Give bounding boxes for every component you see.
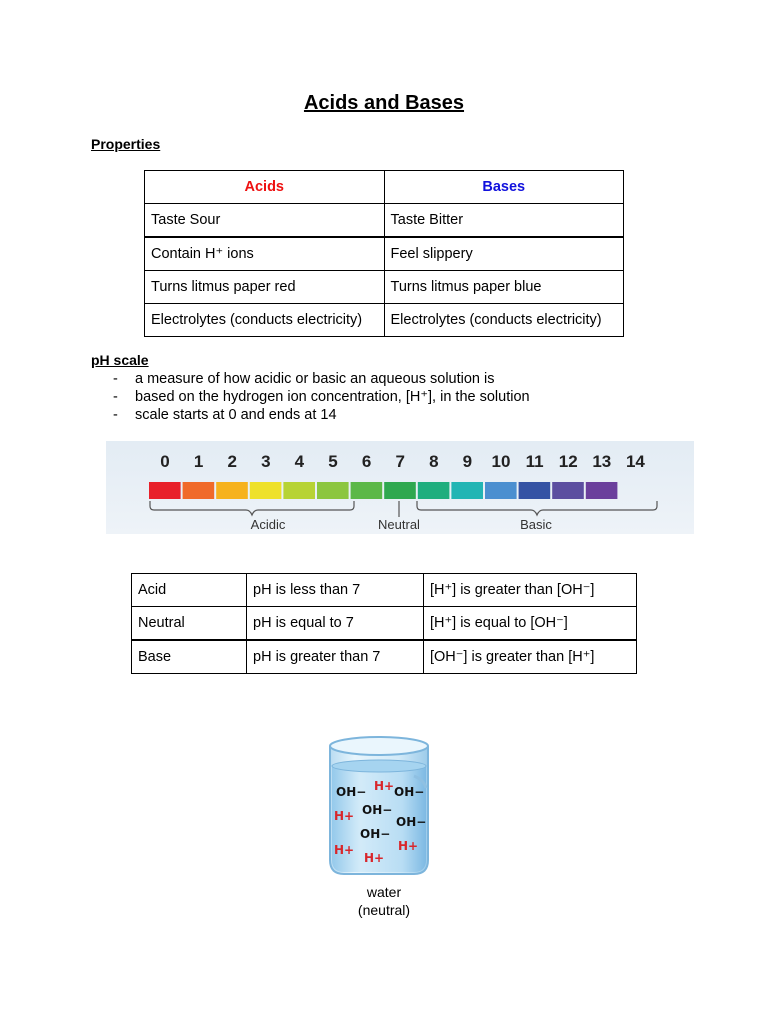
table-row [145, 271, 624, 304]
acidic-label: Acidic [250, 517, 286, 532]
beaker-graphic [322, 728, 446, 878]
ph-number-label: 7 [395, 452, 405, 471]
ph-number-label: 1 [193, 452, 204, 471]
ph-color-cell [586, 482, 618, 499]
ph-color-cell [183, 482, 215, 499]
beaker-illustration [322, 728, 446, 883]
ph-color-cell [519, 482, 551, 499]
table-row [145, 237, 624, 271]
ph-color-cell [485, 482, 517, 499]
acid-property: Electrolytes (conducts electricity) [145, 304, 385, 337]
table-row [132, 640, 637, 674]
ph-scale-bullets [113, 370, 530, 424]
list-item: - based on the hydrogen ion concentration, [H⁺], in the solution [113, 389, 530, 405]
bullet-text: based on the hydrogen ion concentration, [H⁺], in the solution [135, 389, 530, 405]
list-item: - a measure of how acidic or basic an aqueous solution is [113, 371, 495, 387]
acid-property: Contain H⁺ ions [145, 237, 385, 271]
base-property: Electrolytes (conducts electricity) [384, 304, 624, 337]
ph-number-label: 11 [525, 452, 544, 471]
ph-color-cell [149, 482, 181, 499]
solution-type: Acid [132, 574, 247, 607]
ph-color-cell [317, 482, 349, 499]
neutral-label: Neutral [378, 517, 420, 532]
ph-scale-heading: pH scale [91, 352, 149, 368]
ph-number-label: 13 [592, 452, 612, 471]
ph-color-cell [384, 482, 416, 499]
ph-color-cell [216, 482, 248, 499]
hydroxide-ion-label: OH− [362, 803, 393, 817]
properties-header-row [145, 171, 624, 204]
ph-number-label: 4 [294, 452, 305, 471]
ph-description: pH is equal to 7 [247, 607, 424, 641]
solution-type: Neutral [132, 607, 247, 641]
ion-comparison: [OH⁻] is greater than [H⁺] [424, 640, 637, 674]
acid-property: Taste Sour [145, 204, 385, 238]
acids-column-header: Acids [145, 171, 385, 204]
ph-number-label: 9 [462, 452, 473, 471]
ph-color-cell [418, 482, 450, 499]
list-item: - scale starts at 0 and ends at 14 [113, 407, 337, 423]
hydrogen-ion-label: H+ [398, 839, 419, 853]
table-row [132, 607, 637, 641]
acid-property: Turns litmus paper red [145, 271, 385, 304]
hydroxide-ion-label: OH− [336, 785, 367, 799]
water-surface [332, 760, 426, 772]
ph-number-label: 12 [558, 452, 578, 471]
ph-number-label: 10 [491, 452, 511, 471]
bullet-text: scale starts at 0 and ends at 14 [135, 407, 337, 423]
hydrogen-ion-label: H+ [334, 809, 355, 823]
beaker-rim [330, 737, 428, 755]
bullet-text: a measure of how acidic or basic an aqueous solution is [135, 371, 495, 387]
page-title: Acids and Bases [303, 92, 465, 114]
ph-color-cell [451, 482, 483, 499]
ph-number-label: 0 [160, 452, 170, 471]
ph-description: pH is less than 7 [247, 574, 424, 607]
ph-scale-graphic [106, 441, 694, 534]
base-property: Feel slippery [384, 237, 624, 271]
ph-number-label: 14 [625, 452, 645, 471]
ph-scale-image [106, 441, 694, 534]
ph-color-cell [351, 482, 383, 499]
hydroxide-ion-label: OH− [396, 815, 427, 829]
acidic-bracket [150, 501, 354, 515]
ph-number-label: 5 [328, 452, 338, 471]
hydrogen-ion-label: H+ [374, 779, 395, 793]
ph-color-cell [283, 482, 315, 499]
ph-description: pH is greater than 7 [247, 640, 424, 674]
hydrogen-ion-label: H+ [334, 843, 355, 857]
ph-color-cell [250, 482, 282, 499]
solution-type: Base [132, 640, 247, 674]
base-property: Turns litmus paper blue [384, 271, 624, 304]
hydroxide-ion-label: OH− [394, 785, 425, 799]
table-row [145, 304, 624, 337]
ph-number-label: 8 [429, 452, 439, 471]
beaker-caption-neutral: (neutral) [357, 902, 411, 918]
table-row [145, 204, 624, 238]
bases-column-header: Bases [384, 171, 624, 204]
hydrogen-ion-label: H+ [364, 851, 385, 865]
basic-label: Basic [520, 517, 552, 532]
properties-heading: Properties [91, 136, 161, 152]
ph-comparison-table [131, 573, 637, 674]
hydroxide-ion-label: OH− [360, 827, 391, 841]
ph-number-label: 3 [261, 452, 271, 471]
table-row [132, 574, 637, 607]
ion-comparison: [H⁺] is equal to [OH⁻] [424, 607, 637, 641]
ph-number-label: 2 [227, 452, 237, 471]
ph-number-label: 6 [361, 452, 372, 471]
beaker-caption-water: water [366, 884, 402, 900]
base-property: Taste Bitter [384, 204, 624, 238]
properties-table [144, 170, 624, 337]
ion-comparison: [H⁺] is greater than [OH⁻] [424, 574, 637, 607]
basic-bracket [417, 501, 657, 515]
ph-color-cell [552, 482, 584, 499]
